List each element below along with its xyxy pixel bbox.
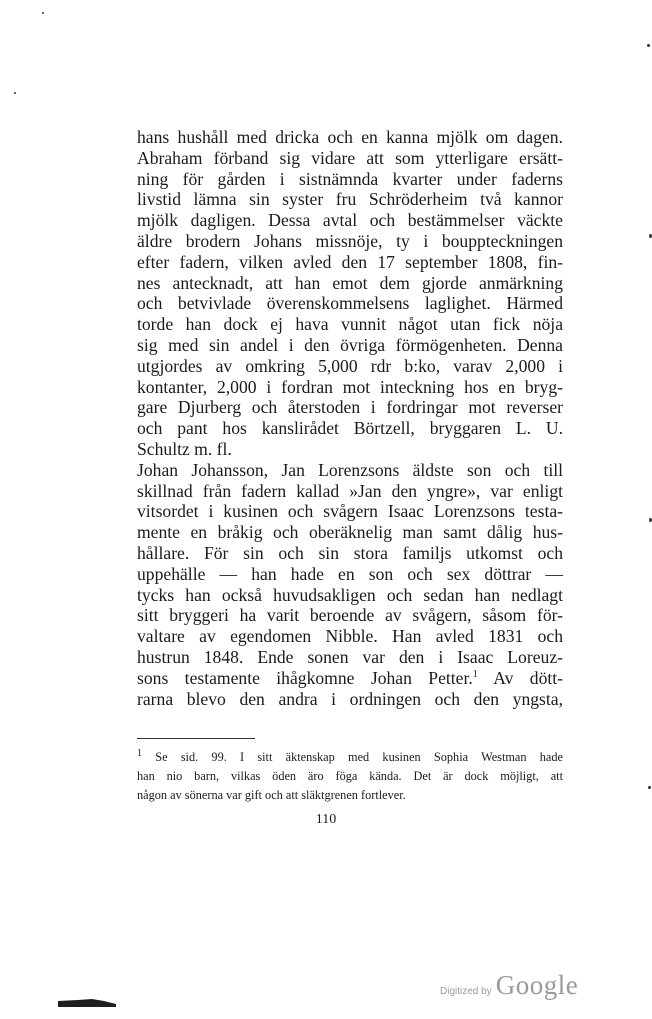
footnote-line: någon av sönerna var gift och att släktgrenen fortlever. — [137, 788, 406, 802]
digitized-watermark — [440, 970, 578, 1001]
text-line: efter fadern, vilken avled den 17 september 1808, fin- — [137, 251, 563, 272]
watermark-prefix: Digitized by — [440, 986, 492, 997]
scan-speck — [14, 92, 16, 94]
scan-edge-mark — [58, 998, 116, 1007]
text-line: hustrun 1848. Ende sonen var den i Isaac Loreuz- — [137, 646, 563, 667]
text-line: tycks han också huvudsakligen och sedan han nedlagt — [137, 584, 563, 605]
text-line: Schultz m. fl. — [137, 438, 232, 459]
text-line: och pant hos kanslirådet Börtzell, bryggaren L. U. — [137, 418, 563, 439]
text-line: Abraham förband sig vidare att som ytterligare ersätt- — [137, 147, 563, 168]
text-line: och betvivlade överenskommelsens laglighet. Härmed — [137, 293, 563, 314]
text-line: ning för gården i sistnämnda kvarter under faderns — [137, 168, 563, 189]
footnote-ref: 1 — [472, 668, 478, 680]
text-fragment: sons testamente ihågkomne Johan Petter. — [137, 667, 473, 688]
text-line: mjölk dagligen. Dessa avtal och bestämmelser väckte — [137, 210, 563, 231]
text-line: sitt bryggeri ha varit beroende av svågern, såsom för- — [137, 605, 563, 626]
text-line: sig med sin andel i den övriga förmögenheten. Denna — [137, 334, 563, 355]
text-line: Johan Johansson, Jan Lorenzsons äldste son och till — [137, 459, 563, 480]
text-line: hans hushåll med dricka och en kanna mjölk om dagen. — [137, 127, 563, 147]
scan-speck — [42, 12, 44, 14]
scan-speck — [647, 44, 650, 47]
footnote-line: han nio barn, vilkas öden äro föga kända. Det är dock möjligt, att — [137, 769, 563, 783]
text-line: vitsordet i kusinen och svågern Isaac Lorenzsons testa- — [137, 501, 563, 522]
text-fragment: Av dött- — [493, 667, 564, 688]
text-line-with-footnote-ref — [137, 668, 563, 689]
body-text — [137, 127, 563, 709]
footnote-marker: 1 — [137, 747, 142, 759]
scan-speck — [648, 786, 651, 789]
text-line: valtare av egendomen Nibble. Han avled 1831 och — [137, 626, 563, 647]
text-line: torde han dock ej hava vunnit något utan fick nöja — [137, 314, 563, 335]
text-line: mente en bråkig och oberäknelig man samt dålig hus- — [137, 522, 563, 543]
footnote-divider — [137, 738, 255, 739]
footnote — [137, 748, 563, 805]
text-line: rarna blevo den andra i ordningen och den yngsta, — [137, 688, 563, 709]
footnote-line — [137, 748, 563, 767]
text-line: kontanter, 2,000 i fordran mot inteckning hos en bryg- — [137, 376, 563, 397]
text-line: utgjordes av omkring 5,000 rdr b:ko, varav 2,000 i — [137, 355, 563, 376]
footnote-text: Se sid. 99. I sitt äktenskap med kusinen Sophia Westman hade — [155, 750, 563, 764]
page-number: 110 — [315, 812, 337, 827]
text-line: skillnad från fadern kallad »Jan den yngre», var enligt — [137, 480, 563, 501]
text-line: livstid lämna sin syster fru Schröderheim två kannor — [137, 189, 563, 210]
text-line: hållare. För sin och sin stora familjs utkomst och — [137, 542, 563, 563]
text-line: uppehälle — han hade en son och sex döttrar — — [137, 563, 563, 584]
google-logo: Google — [495, 970, 579, 1000]
text-line: äldre brodern Johans missnöje, ty i bouppteckningen — [137, 230, 563, 251]
text-line: nes antecknadt, att han emot dem gjorde anmärkning — [137, 272, 563, 293]
text-line: gare Djurberg och återstoden i fordringar mot reverser — [137, 397, 563, 418]
